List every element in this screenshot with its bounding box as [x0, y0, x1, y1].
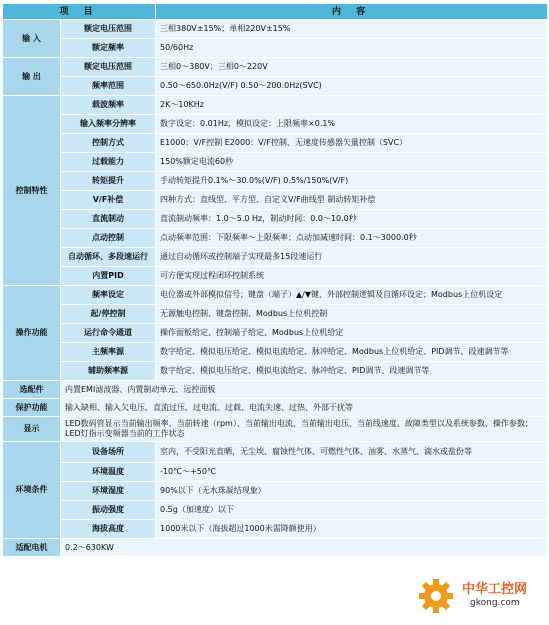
row-value: 操作面板给定、控制端子给定、Modbus上位机给定 — [156, 324, 548, 343]
category-motor: 适配电机 — [3, 539, 61, 557]
table-row — [3, 267, 548, 286]
row-key: 环境温度 — [61, 463, 156, 482]
table-row — [3, 381, 548, 399]
row-value: 90%以下（无水珠凝结现象） — [156, 482, 548, 501]
row-value: 数字给定、模拟电压给定、模拟电流给定、脉冲给定、PID调节、段速调节等 — [156, 362, 548, 381]
row-value: 四种方式：直线型、平方型、自定义V/F曲线型 制动转矩补偿 — [156, 191, 548, 210]
table-row — [3, 134, 548, 153]
row-value: 0.2～630KW — [61, 539, 548, 557]
row-key: 运行命令通道 — [61, 324, 156, 343]
table-row — [3, 115, 548, 134]
row-value: 数字设定：0.01Hz，模拟设定：上限频率×0.1% — [156, 115, 548, 134]
table-row — [3, 20, 548, 39]
table-row — [3, 539, 548, 557]
row-value: 直流制动频率：1.0～5.0 Hz，制动时间：0.0～10.0秒 — [156, 210, 548, 229]
row-key: 转矩提升 — [61, 172, 156, 191]
row-value: 1000米以下（海拔超过1000米需降额使用） — [156, 520, 548, 539]
table-header — [3, 4, 548, 20]
category-options: 选配件 — [3, 381, 61, 399]
row-value: 可方便实现过程闭环控制系统 — [156, 267, 548, 286]
category-display: 显示 — [3, 417, 61, 442]
row-key: 直流制动 — [61, 210, 156, 229]
spec-table — [2, 3, 548, 557]
table-row — [3, 343, 548, 362]
row-key: 辅助频率源 — [61, 362, 156, 381]
header-item: 项 目 — [3, 4, 156, 20]
row-key: 内置PID — [61, 267, 156, 286]
watermark-brand: 中华工控网 — [462, 582, 528, 597]
watermark-url: gkong.com — [470, 598, 520, 608]
table-row — [3, 58, 548, 77]
row-key: 额定电压范围 — [61, 20, 156, 39]
category-output: 输 出 — [3, 58, 61, 96]
header-content: 内 容 — [156, 4, 548, 20]
table-row — [3, 362, 548, 381]
row-key: 控制方式 — [61, 134, 156, 153]
row-key: V/F补偿 — [61, 191, 156, 210]
table-row — [3, 482, 548, 501]
table-row — [3, 463, 548, 482]
row-key: 输入频率分辨率 — [61, 115, 156, 134]
table-row — [3, 286, 548, 305]
row-value: 50/60Hz — [156, 39, 548, 58]
row-value: 0.50～650.0Hz(V/F) 0.50～200.0Hz(SVC) — [156, 77, 548, 96]
category-environment: 环境条件 — [3, 442, 61, 539]
row-key: 海拔高度 — [61, 520, 156, 539]
table-row — [3, 172, 548, 191]
row-key: 主频率源 — [61, 343, 156, 362]
gear-logo-icon — [414, 574, 458, 618]
row-key: 环境湿度 — [61, 482, 156, 501]
row-value: 输入缺相、输入欠电压、直流过压、过电流、过载、电流失速、过热、外部干扰等 — [61, 399, 548, 417]
row-key: 过载能力 — [61, 153, 156, 172]
table-row — [3, 248, 548, 267]
row-value: 通过自动循环或控制端子实现最多15段速运行 — [156, 248, 548, 267]
category-input: 输 入 — [3, 20, 61, 58]
table-row — [3, 191, 548, 210]
table-row — [3, 417, 548, 442]
row-key: 设备场所 — [61, 442, 156, 463]
row-key: 自动循环、多段速运行 — [61, 248, 156, 267]
row-value: 无源触电控制、键盘控制、Modbus上位机控制 — [156, 305, 548, 324]
table-row — [3, 399, 548, 417]
row-value: 室内，不受阳光直晒，无尘埃、腐蚀性气体、可燃性气体、油雾、水蒸气、滴水或盐份等 — [156, 442, 548, 463]
row-key: 振动强度 — [61, 501, 156, 520]
row-value: 150%额定电流60秒 — [156, 153, 548, 172]
row-value: -10℃～+50℃ — [156, 463, 548, 482]
table-row — [3, 305, 548, 324]
row-value: E1000：V/F控制 E2000：V/F控制、无速度传感器矢量控制（SVC） — [156, 134, 548, 153]
category-operation: 操作功能 — [3, 286, 61, 381]
table-row — [3, 210, 548, 229]
row-key: 频率设定 — [61, 286, 156, 305]
table-row — [3, 324, 548, 343]
row-key: 点动控制 — [61, 229, 156, 248]
row-key: 额定电压范围 — [61, 58, 156, 77]
table-row — [3, 96, 548, 115]
row-value: 三相380V±15%；单相220V±15% — [156, 20, 548, 39]
row-key: 起/停控制 — [61, 305, 156, 324]
row-value: 2K～10KHz — [156, 96, 548, 115]
table-row — [3, 39, 548, 58]
table-row — [3, 501, 548, 520]
row-value: 内置EMI滤波器、内置制动单元、远控面板 — [61, 381, 548, 399]
table-row — [3, 442, 548, 463]
table-row — [3, 520, 548, 539]
row-value: 数字给定、模拟电压给定、模拟电流给定、脉冲给定、Modbus上位机给定、PID调节、段速调节等 — [156, 343, 548, 362]
row-value: LED数码管显示当前输出频率、当前转速（rpm）、当前输出电流、当前输出电压、当前线速度、故障类型以及系统参数、操作参数；LED灯指示变频器当前的工作状态 — [61, 417, 548, 442]
table-row — [3, 153, 548, 172]
table-row — [3, 229, 548, 248]
table-row — [3, 77, 548, 96]
row-key: 额定频率 — [61, 39, 156, 58]
row-value: 0.5g（加速度）以下 — [156, 501, 548, 520]
row-value: 电位器或外部模拟信号；键盘（端子）▲/▼键、外部控制逻辑及自循环设定；Modbus上位机设定 — [156, 286, 548, 305]
row-value: 点动频率范围：下限频率～上限频率；点动加减速时间：0.1～3000.0秒 — [156, 229, 548, 248]
category-protection: 保护功能 — [3, 399, 61, 417]
row-value: 手动转矩提升0.1%～30.0%(V/F) 0.5%/150%(V/F) — [156, 172, 548, 191]
row-value: 三相0～380V；三相0～220V — [156, 58, 548, 77]
watermark — [412, 574, 544, 618]
row-key: 频率范围 — [61, 77, 156, 96]
category-control: 控制特性 — [3, 96, 61, 286]
row-key: 载波频率 — [61, 96, 156, 115]
